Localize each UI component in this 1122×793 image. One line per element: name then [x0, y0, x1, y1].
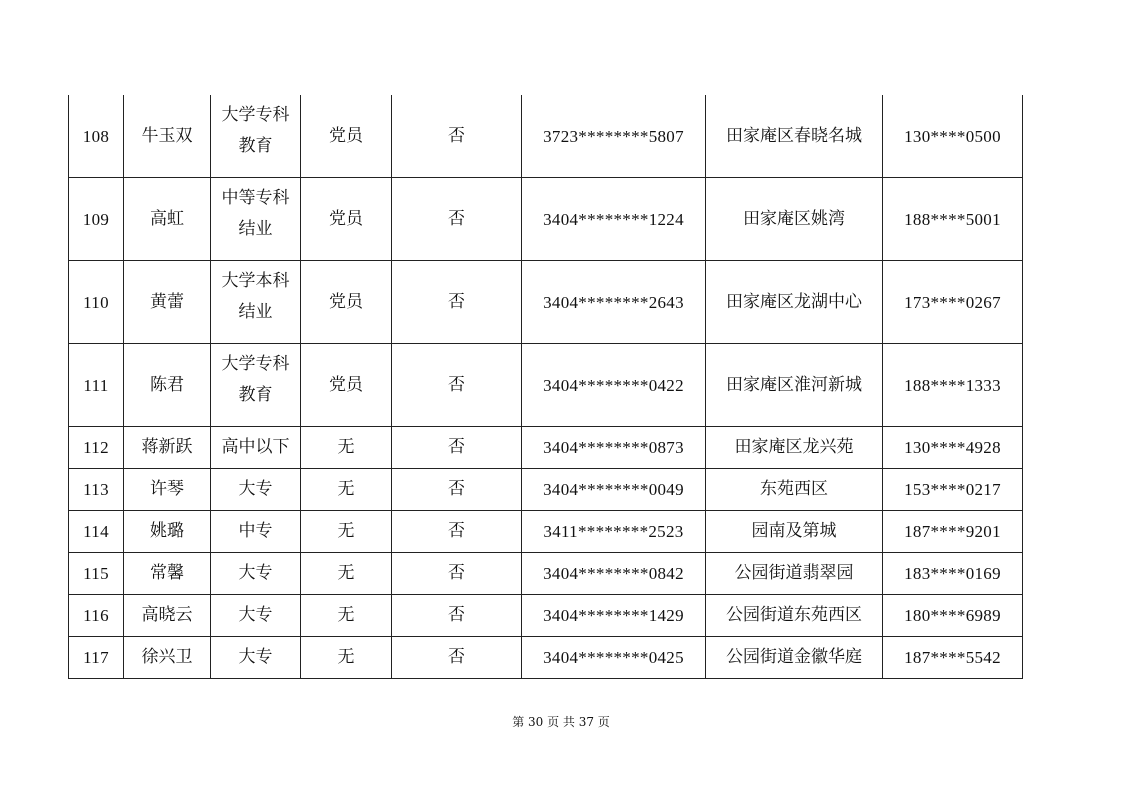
row-education: 中专 [211, 511, 301, 553]
row-education [211, 95, 301, 178]
row-education-line1: 大学本科 [221, 271, 290, 291]
row-id-number: 3404********0873 [522, 427, 706, 469]
row-education: 高中以下 [211, 427, 301, 469]
row-phone: 187****5542 [883, 637, 1023, 679]
row-id-number: 3411********2523 [522, 511, 706, 553]
row-id-number: 3404********1429 [522, 595, 706, 637]
row-education-line2: 结业 [238, 219, 273, 239]
row-number: 111 [69, 344, 124, 427]
row-party: 无 [301, 469, 392, 511]
row-number: 110 [69, 261, 124, 344]
row-education: 大专 [211, 469, 301, 511]
row-phone: 130****4928 [883, 427, 1023, 469]
row-flag: 否 [392, 469, 522, 511]
row-party: 无 [301, 553, 392, 595]
row-flag: 否 [392, 553, 522, 595]
table-row [69, 95, 1023, 178]
row-education [211, 178, 301, 261]
row-number: 114 [69, 511, 124, 553]
table-body [69, 95, 1023, 679]
row-name: 高晓云 [124, 595, 211, 637]
table-row [69, 178, 1023, 261]
row-party: 无 [301, 511, 392, 553]
row-flag: 否 [392, 637, 522, 679]
row-party: 党员 [301, 344, 392, 427]
table-row [69, 511, 1023, 553]
row-number: 109 [69, 178, 124, 261]
table-row [69, 637, 1023, 679]
row-education-line2: 教育 [238, 385, 273, 405]
row-number: 117 [69, 637, 124, 679]
row-id-number: 3404********2643 [522, 261, 706, 344]
row-education-line1: 大学专科 [221, 105, 290, 125]
row-address: 田家庵区姚湾 [706, 178, 883, 261]
row-phone: 153****0217 [883, 469, 1023, 511]
page-number-label: 第 30 页 共 37 页 [512, 715, 610, 729]
row-name: 高虹 [124, 178, 211, 261]
row-flag: 否 [392, 95, 522, 178]
row-name: 黄蕾 [124, 261, 211, 344]
row-flag: 否 [392, 427, 522, 469]
row-id-number: 3404********0422 [522, 344, 706, 427]
roster-table [68, 95, 1023, 679]
row-phone: 180****6989 [883, 595, 1023, 637]
row-name: 蒋新跃 [124, 427, 211, 469]
row-address: 田家庵区龙兴苑 [706, 427, 883, 469]
row-phone: 188****1333 [883, 344, 1023, 427]
row-education: 大专 [211, 553, 301, 595]
row-flag: 否 [392, 344, 522, 427]
row-party: 党员 [301, 95, 392, 178]
row-address: 公园街道金徽华庭 [706, 637, 883, 679]
row-education: 大专 [211, 595, 301, 637]
table-row [69, 427, 1023, 469]
row-flag: 否 [392, 178, 522, 261]
row-name: 陈君 [124, 344, 211, 427]
row-education-line2: 教育 [238, 136, 273, 156]
table-row [69, 553, 1023, 595]
table-row [69, 261, 1023, 344]
row-phone: 183****0169 [883, 553, 1023, 595]
row-name: 姚璐 [124, 511, 211, 553]
row-education-line2: 结业 [238, 302, 273, 322]
row-number: 116 [69, 595, 124, 637]
row-number: 112 [69, 427, 124, 469]
row-number: 113 [69, 469, 124, 511]
row-address: 东苑西区 [706, 469, 883, 511]
page-footer [0, 713, 1122, 730]
row-address: 公园街道翡翠园 [706, 553, 883, 595]
row-id-number: 3723********5807 [522, 95, 706, 178]
row-address: 田家庵区龙湖中心 [706, 261, 883, 344]
row-education-line1: 大学专科 [221, 354, 290, 374]
row-name: 常馨 [124, 553, 211, 595]
table-row [69, 595, 1023, 637]
row-address: 田家庵区淮河新城 [706, 344, 883, 427]
row-party: 无 [301, 427, 392, 469]
row-number: 115 [69, 553, 124, 595]
row-phone: 187****9201 [883, 511, 1023, 553]
row-flag: 否 [392, 261, 522, 344]
row-party: 党员 [301, 178, 392, 261]
table-row [69, 469, 1023, 511]
row-phone: 173****0267 [883, 261, 1023, 344]
row-party: 无 [301, 637, 392, 679]
row-education [211, 261, 301, 344]
row-id-number: 3404********1224 [522, 178, 706, 261]
row-flag: 否 [392, 595, 522, 637]
row-party: 无 [301, 595, 392, 637]
row-phone: 188****5001 [883, 178, 1023, 261]
row-education [211, 344, 301, 427]
row-education: 大专 [211, 637, 301, 679]
row-id-number: 3404********0049 [522, 469, 706, 511]
row-number: 108 [69, 95, 124, 178]
row-education-line1: 中等专科 [221, 188, 290, 208]
row-party: 党员 [301, 261, 392, 344]
table-row [69, 344, 1023, 427]
row-id-number: 3404********0425 [522, 637, 706, 679]
row-name: 徐兴卫 [124, 637, 211, 679]
row-phone: 130****0500 [883, 95, 1023, 178]
row-name: 许琴 [124, 469, 211, 511]
row-address: 园南及第城 [706, 511, 883, 553]
row-address: 公园街道东苑西区 [706, 595, 883, 637]
row-flag: 否 [392, 511, 522, 553]
row-id-number: 3404********0842 [522, 553, 706, 595]
row-name: 牛玉双 [124, 95, 211, 178]
row-address: 田家庵区春晓名城 [706, 95, 883, 178]
